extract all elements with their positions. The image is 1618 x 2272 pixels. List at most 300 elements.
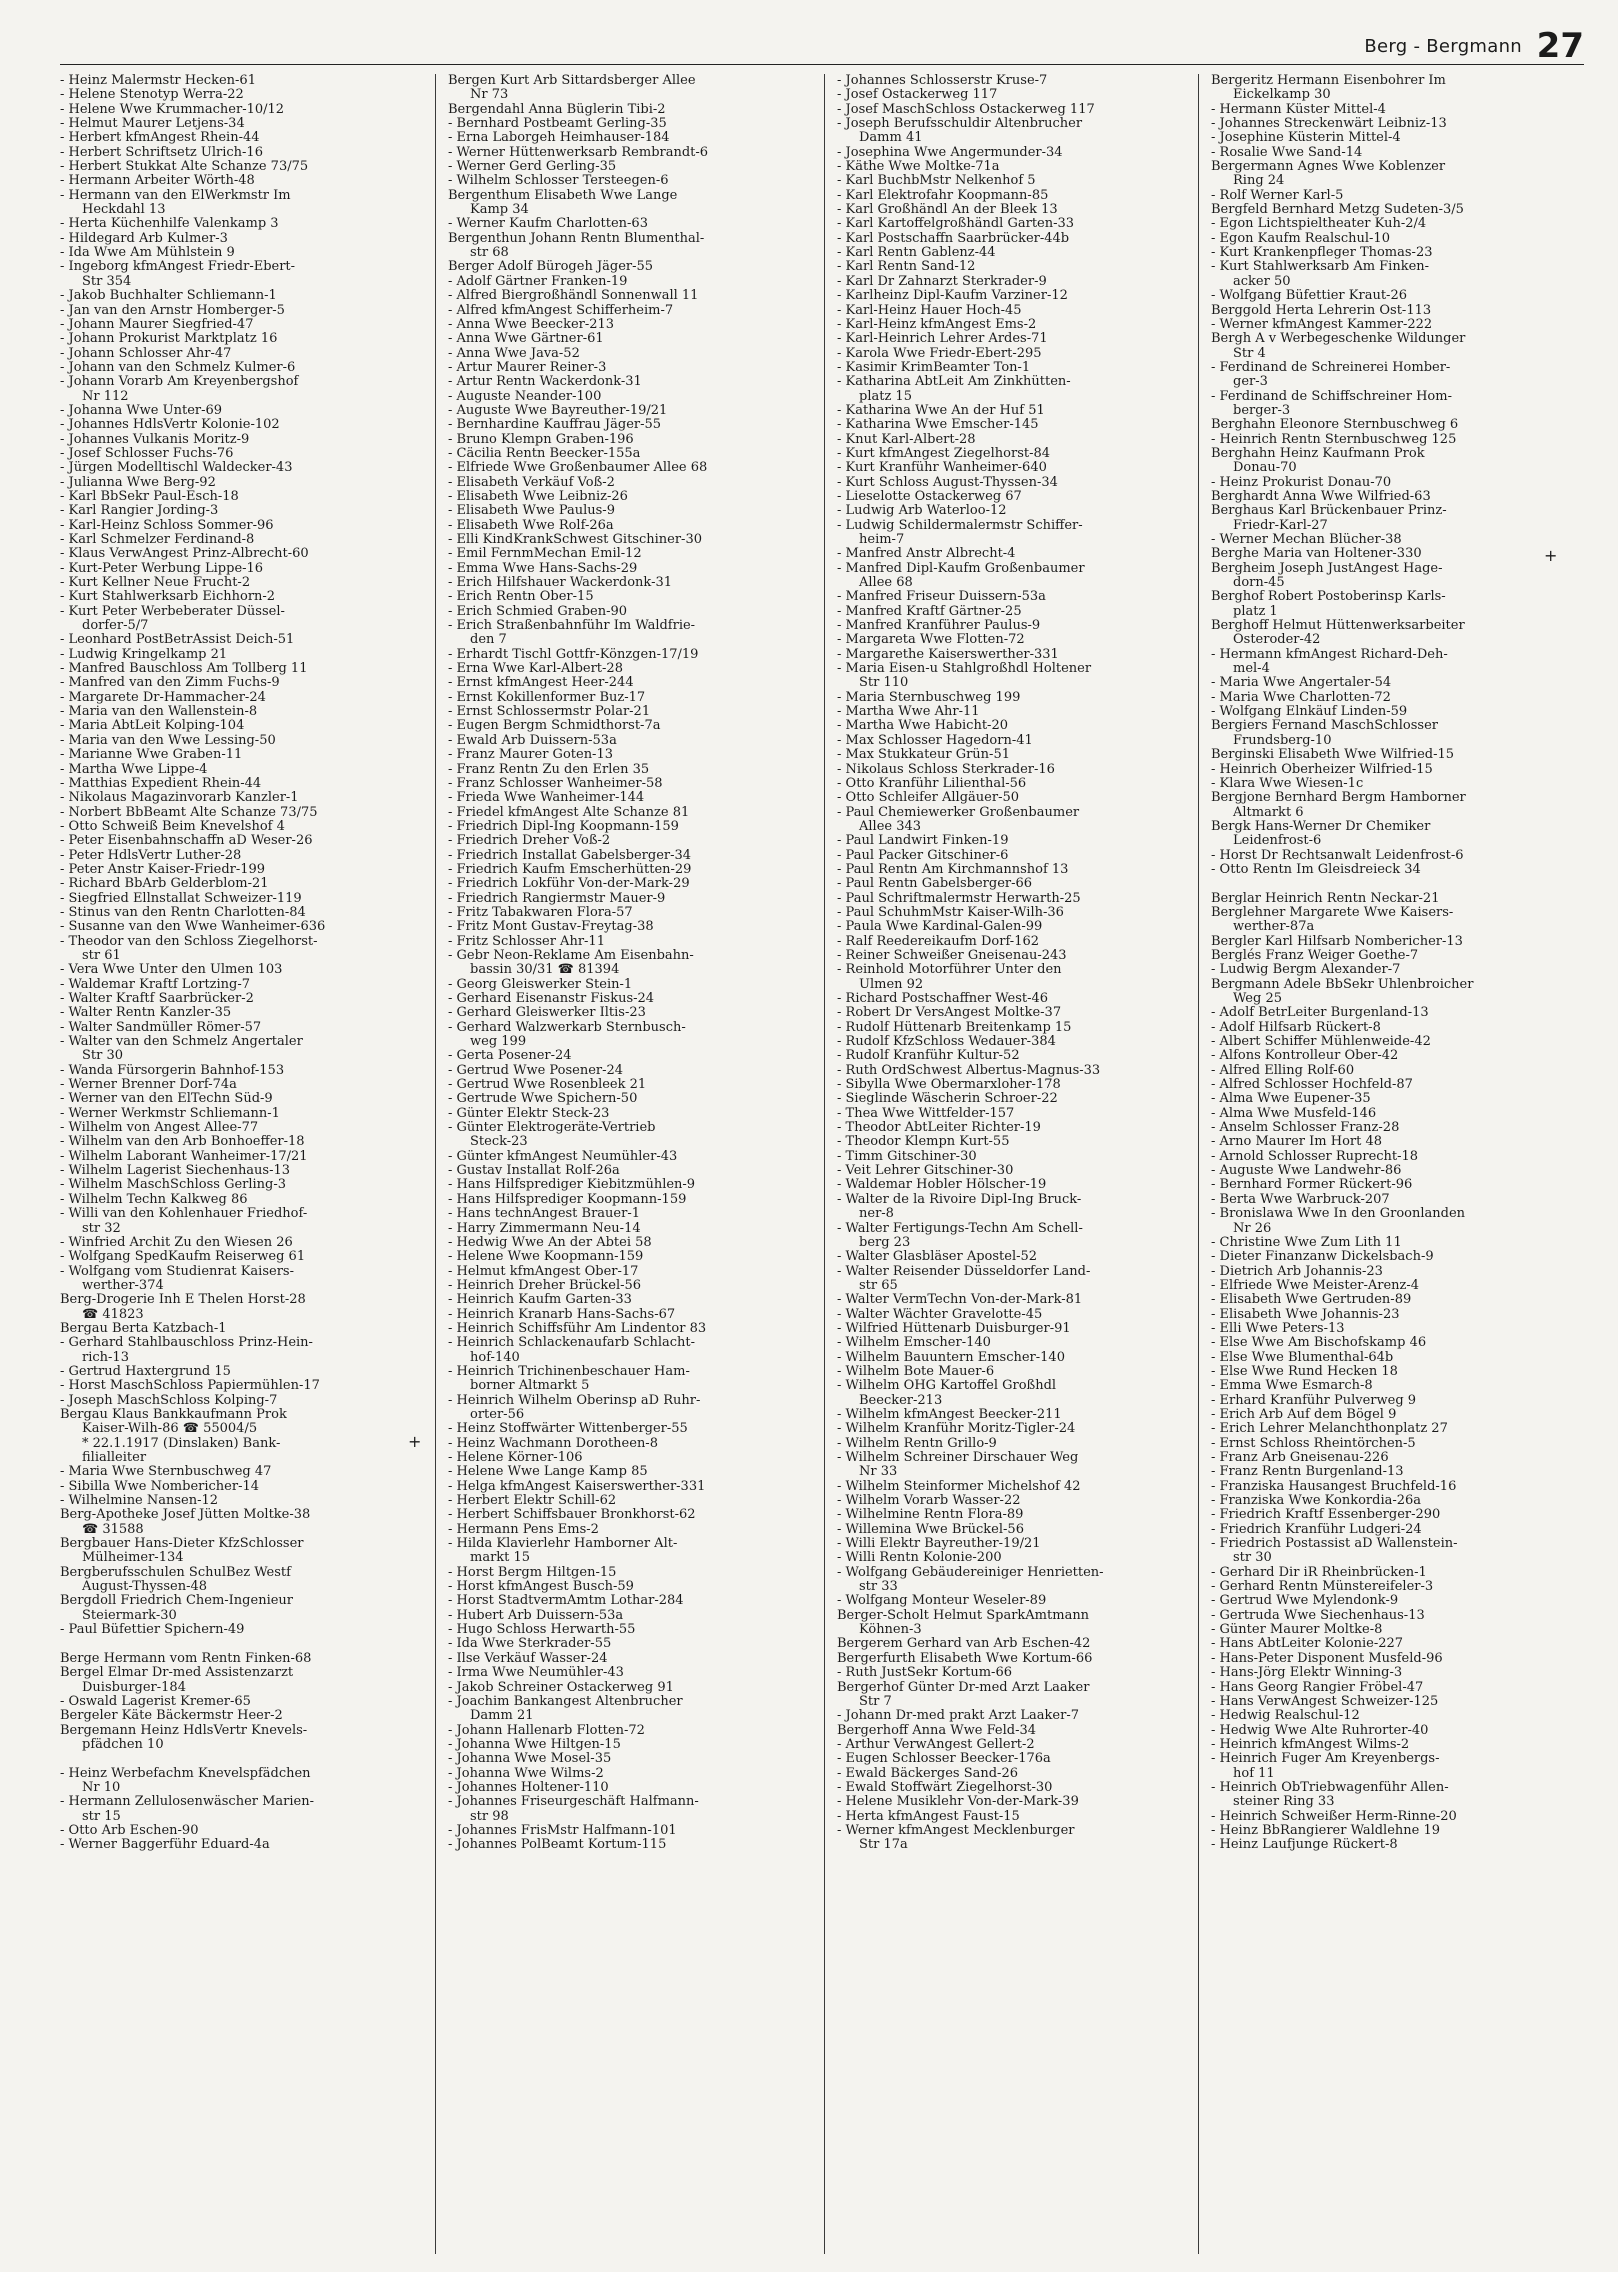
entry-continuation: Allee 343 bbox=[859, 818, 922, 834]
directory-entry: - Frieda Wwe Wanheimer-144 bbox=[448, 791, 810, 805]
directory-entry: - Else Wwe Am Bischofskamp 46 bbox=[1211, 1336, 1573, 1350]
directory-entry: - Heinrich Schiffsführ Am Lindentor 83 bbox=[448, 1322, 810, 1336]
entry-continuation: Osteroder-42 bbox=[1233, 632, 1321, 648]
directory-entry: - Karl Rentn Sand-12 bbox=[837, 260, 1199, 274]
directory-entry: - Maria van den Wallenstein-8 bbox=[60, 705, 422, 719]
directory-entry-head: Berglar Heinrich Rentn Neckar-21 bbox=[1211, 890, 1440, 906]
directory-entry: - Kurt kfmAngest Ziegelhorst-84 bbox=[837, 447, 1199, 461]
directory-entry: - Johann Vorarb Am Kreyenbergshof bbox=[60, 375, 422, 389]
directory-entry: - Herta Küchenhilfe Valenkamp 3 bbox=[60, 217, 422, 231]
directory-entry: - Wilhelm Techn Kalkweg 86 bbox=[60, 1193, 422, 1207]
directory-entry: - Friedrich Installat Gabelsberger-34 bbox=[448, 849, 810, 863]
directory-entry-head: Berghahn Eleonore Sternbuschweg 6 bbox=[1211, 417, 1459, 433]
directory-entry: - Berta Wwe Warbruck-207 bbox=[1211, 1193, 1573, 1207]
entry-continuation: filialleiter bbox=[82, 1450, 147, 1465]
directory-entry: - Walter Rentn Kanzler-35 bbox=[60, 1006, 422, 1020]
directory-entry: - Horst StadtvermAmtm Lothar-284 bbox=[448, 1594, 810, 1608]
column-1 bbox=[60, 74, 422, 2254]
directory-entry: - Joseph Berufsschuldir Altenbrucher bbox=[837, 117, 1199, 131]
directory-entry: - Hermann Arbeiter Wörth-48 bbox=[60, 174, 422, 188]
directory-entry: - Gerta Posener-24 bbox=[448, 1049, 810, 1063]
directory-entry: - Ludwig Schildermalermstr Schiffer- bbox=[837, 519, 1199, 533]
directory-entry: - Otto Rentn Im Gleisdreieck 34 bbox=[1211, 863, 1573, 877]
directory-entry: - Wilhelm Schreiner Dirschauer Weg bbox=[837, 1451, 1199, 1465]
entry-continuation: str 68 bbox=[470, 245, 509, 261]
directory-entry-head: Bergen Kurt Arb Sittardsberger Allee bbox=[448, 74, 696, 88]
directory-entry: - Dietrich Arb Johannis-23 bbox=[1211, 1265, 1573, 1279]
directory-entry: - Erich Hilfshauer Wackerdonk-31 bbox=[448, 576, 810, 590]
directory-entry: - Karl Dr Zahnarzt Sterkrader-9 bbox=[837, 275, 1199, 289]
directory-entry: - Ernst Schloss Rheintörchen-5 bbox=[1211, 1437, 1573, 1451]
directory-entry: - Wolfgang vom Studienrat Kaisers- bbox=[60, 1265, 422, 1279]
directory-entry: - Ferdinand de Schiffschreiner Hom- bbox=[1211, 390, 1573, 404]
directory-entry: - Siegfried Ellnstallat Schweizer-119 bbox=[60, 892, 422, 906]
directory-entry: - Adolf Gärtner Franken-19 bbox=[448, 275, 810, 289]
directory-entry: - Hilda Klavierlehr Hamborner Alt- bbox=[448, 1537, 810, 1551]
directory-entry: - Maria van den Wwe Lessing-50 bbox=[60, 734, 422, 748]
directory-entry: - Erhardt Tischl Gottfr-Könzgen-17/19 bbox=[448, 648, 810, 662]
directory-entry: - Katharina AbtLeit Am Zinkhütten- bbox=[837, 375, 1199, 389]
directory-entry: - Gerhard Gleiswerker Iltis-23 bbox=[448, 1006, 810, 1020]
directory-entry: - Martha Wwe Habicht-20 bbox=[837, 719, 1199, 733]
entry-continuation: ☎ 31588 bbox=[82, 1521, 144, 1537]
directory-entry: - Paul Landwirt Finken-19 bbox=[837, 834, 1199, 848]
directory-entry: - Waldemar Hobler Hölscher-19 bbox=[837, 1178, 1199, 1192]
directory-entry: - Paul Chemiewerker Großenbaumer bbox=[837, 806, 1199, 820]
directory-entry: - Friedrich Dreher Voß-2 bbox=[448, 834, 810, 848]
directory-entry: - Hermann Küster Mittel-4 bbox=[1211, 103, 1573, 117]
directory-entry: - Johann van den Schmelz Kulmer-6 bbox=[60, 361, 422, 375]
directory-entry: - Gerhard Dir iR Rheinbrücken-1 bbox=[1211, 1566, 1573, 1580]
directory-entry: - Elisabeth Verkäuf Voß-2 bbox=[448, 476, 810, 490]
directory-entry: - Alfred kfmAngest Schifferheim-7 bbox=[448, 304, 810, 318]
directory-entry: - Rudolf Kranführ Kultur-52 bbox=[837, 1049, 1199, 1063]
entry-continuation: dorfer-5/7 bbox=[82, 618, 149, 634]
directory-entry: - Heinrich Schlackenaufarb Schlacht- bbox=[448, 1336, 810, 1350]
directory-entry: - Wilhelm MaschSchloss Gerling-3 bbox=[60, 1178, 422, 1192]
directory-entry: - Heinrich Kaufm Garten-33 bbox=[448, 1293, 810, 1307]
directory-entry: - Gebr Neon-Reklame Am Eisenbahn- bbox=[448, 949, 810, 963]
directory-entry: - Gertrud Wwe Posener-24 bbox=[448, 1064, 810, 1078]
entry-continuation: Friedr-Karl-27 bbox=[1233, 517, 1328, 533]
directory-entry: - Peter Eisenbahnschaffn aD Weser-26 bbox=[60, 834, 422, 848]
directory-entry: - Willi Rentn Kolonie-200 bbox=[837, 1551, 1199, 1565]
entry-continuation: Steck-23 bbox=[470, 1134, 528, 1150]
directory-entry: - Werner van den ElTechn Süd-9 bbox=[60, 1092, 422, 1106]
directory-entry-head: Berghaus Karl Brückenbauer Prinz- bbox=[1211, 503, 1447, 519]
directory-entry: - Gustav Installat Rolf-26a bbox=[448, 1164, 810, 1178]
entry-continuation: Köhnen-3 bbox=[859, 1622, 922, 1638]
directory-entry: - Wolfgang Gebäudereiniger Henrietten- bbox=[837, 1566, 1199, 1580]
directory-entry: - Johannes FrisMstr Halfmann-101 bbox=[448, 1824, 810, 1838]
running-title: Berg - Bergmann bbox=[1364, 36, 1522, 57]
directory-entry: - Katharina Wwe Emscher-145 bbox=[837, 418, 1199, 432]
column-divider bbox=[435, 74, 436, 2254]
directory-entry: - Erna Laborgeh Heimhauser-184 bbox=[448, 131, 810, 145]
directory-entry: - Paul SchuhmMstr Kaiser-Wilh-36 bbox=[837, 906, 1199, 920]
directory-entry: - Jakob Buchhalter Schliemann-1 bbox=[60, 289, 422, 303]
entry-continuation: ner-8 bbox=[859, 1206, 894, 1222]
directory-entry: - Heinrich Schweißer Herm-Rinne-20 bbox=[1211, 1810, 1573, 1824]
directory-entry: - Jan van den Arnstr Homberger-5 bbox=[60, 304, 422, 318]
directory-entry: - Hugo Schloss Herwarth-55 bbox=[448, 1623, 810, 1637]
directory-entry: - Kurt Peter Werbeberater Düssel- bbox=[60, 605, 422, 619]
entry-continuation: Nr 73 bbox=[470, 87, 509, 103]
directory-entry: - Karl Postschaffn Saarbrücker-44b bbox=[837, 232, 1199, 246]
directory-entry: - Eugen Bergm Schmidthorst-7a bbox=[448, 719, 810, 733]
entry-continuation: Ring 24 bbox=[1233, 173, 1285, 189]
directory-entry: - Heinz Malermstr Hecken-61 bbox=[60, 74, 422, 88]
directory-entry-head: Berghof Robert Postoberinsp Karls- bbox=[1211, 589, 1446, 605]
directory-entry: - Heinrich Trichinenbeschauer Ham- bbox=[448, 1365, 810, 1379]
entry-continuation: borner Altmarkt 5 bbox=[470, 1378, 590, 1394]
entry-continuation: bassin 30/31 ☎ 81394 bbox=[470, 962, 620, 978]
directory-entry: - Karl-Heinz kfmAngest Ems-2 bbox=[837, 318, 1199, 332]
directory-entry: - Klaus VerwAngest Prinz-Albrecht-60 bbox=[60, 547, 422, 561]
entry-continuation: Donau-70 bbox=[1233, 460, 1297, 476]
directory-entry: - Heinz Wachmann Dorotheen-8 bbox=[448, 1437, 810, 1451]
directory-entry: - Artur Maurer Reiner-3 bbox=[448, 361, 810, 375]
directory-entry: - Wolfgang Büfettier Kraut-26 bbox=[1211, 289, 1573, 303]
directory-entry: - Paul Rentn Gabelsberger-66 bbox=[837, 877, 1199, 891]
directory-entry: - Werner kfmAngest Kammer-222 bbox=[1211, 318, 1573, 332]
directory-entry: - Horst kfmAngest Busch-59 bbox=[448, 1580, 810, 1594]
directory-entry: - Willi Elektr Bayreuther-19/21 bbox=[837, 1537, 1199, 1551]
directory-entry: - Lieselotte Ostackerweg 67 bbox=[837, 490, 1199, 504]
directory-entry: - Kurt Kranführ Wanheimer-640 bbox=[837, 461, 1199, 475]
directory-entry: - Karl Schmelzer Ferdinand-8 bbox=[60, 533, 422, 547]
entry-continuation: hof-140 bbox=[470, 1349, 520, 1365]
entry-continuation: Nr 33 bbox=[859, 1464, 898, 1480]
directory-entry: - Egon Lichtspieltheater Kuh-2/4 bbox=[1211, 217, 1573, 231]
directory-entry: - Adolf Hilfsarb Rückert-8 bbox=[1211, 1021, 1573, 1035]
entry-continuation: hof 11 bbox=[1233, 1765, 1275, 1781]
directory-entry: - Franz Rentn Burgenland-13 bbox=[1211, 1465, 1573, 1479]
directory-entry: - Martha Wwe Lippe-4 bbox=[60, 763, 422, 777]
directory-entry: - Knut Karl-Albert-28 bbox=[837, 433, 1199, 447]
directory-entry: - Nikolaus Magazinvorarb Kanzler-1 bbox=[60, 791, 422, 805]
directory-entry: - Eugen Schlosser Beecker-176a bbox=[837, 1752, 1199, 1766]
directory-entry: - Richard Postschaffner West-46 bbox=[837, 992, 1199, 1006]
directory-entry: - Käthe Wwe Moltke-71a bbox=[837, 160, 1199, 174]
directory-entry: - Emma Wwe Esmarch-8 bbox=[1211, 1379, 1573, 1393]
directory-entry: - Bernhard Postbeamt Gerling-35 bbox=[448, 117, 810, 131]
directory-entry: - Wilhelm OHG Kartoffel Großhdl bbox=[837, 1379, 1199, 1393]
directory-entry: - Anna Wwe Java-52 bbox=[448, 347, 810, 361]
entry-continuation: str 65 bbox=[859, 1277, 898, 1293]
directory-entry: - Emma Wwe Hans-Sachs-29 bbox=[448, 562, 810, 576]
directory-entry-head: Bergheim Joseph JustAngest Hage- bbox=[1211, 560, 1443, 576]
directory-entry-head: Bergerhof Günter Dr-med Arzt Laaker bbox=[837, 1679, 1090, 1695]
directory-entry-head: Berghahn Heinz Kaufmann Prok bbox=[1211, 445, 1425, 461]
directory-entry: - Klara Wwe Wiesen-1c bbox=[1211, 777, 1573, 791]
directory-entry: - Paul Schriftmalermstr Herwarth-25 bbox=[837, 892, 1199, 906]
directory-entry: - Heinz Prokurist Donau-70 bbox=[1211, 476, 1573, 490]
directory-entry: - Wolfgang Elnkäuf Linden-59 bbox=[1211, 705, 1573, 719]
directory-entry: - Martha Wwe Ahr-11 bbox=[837, 705, 1199, 719]
directory-entry: - Herbert Schriftsetz Ulrich-16 bbox=[60, 146, 422, 160]
directory-entry: - Sieglinde Wäscherin Schroer-22 bbox=[837, 1092, 1199, 1106]
directory-entry: - Herbert Schiffsbauer Bronkhorst-62 bbox=[448, 1508, 810, 1522]
directory-entry: - Ilse Verkäuf Wasser-24 bbox=[448, 1652, 810, 1666]
directory-entry: - Günter Maurer Moltke-8 bbox=[1211, 1623, 1573, 1637]
directory-entry: - Elisabeth Wwe Leibniz-26 bbox=[448, 490, 810, 504]
entry-continuation: str 15 bbox=[82, 1808, 121, 1824]
directory-entry: - Maria Wwe Angertaler-54 bbox=[1211, 676, 1573, 690]
directory-entry: - Wilhelmine Rentn Flora-89 bbox=[837, 1508, 1199, 1522]
directory-entry: - Jürgen Modelltischl Waldecker-43 bbox=[60, 461, 422, 475]
directory-entry: - Elisabeth Wwe Paulus-9 bbox=[448, 504, 810, 518]
entry-continuation: Beecker-213 bbox=[859, 1392, 943, 1408]
directory-entry: - Thea Wwe Wittfelder-157 bbox=[837, 1107, 1199, 1121]
directory-entry: - Margareta Wwe Flotten-72 bbox=[837, 633, 1199, 647]
directory-entry-head: Bergemann Heinz HdlsVertr Knevels- bbox=[60, 1722, 308, 1738]
directory-entry: - Karl Elektrofahr Koopmann-85 bbox=[837, 189, 1199, 203]
directory-entry: - Hermann Pens Ems-2 bbox=[448, 1523, 810, 1537]
directory-entry: - Horst Bergm Hiltgen-15 bbox=[448, 1566, 810, 1580]
directory-entry: - Elfriede Wwe Großenbaumer Allee 68 bbox=[448, 461, 810, 475]
directory-entry: - Johannes HdlsVertr Kolonie-102 bbox=[60, 418, 422, 432]
page-number: 27 bbox=[1536, 26, 1584, 66]
directory-entry: - Wilhelm Rentn Grillo-9 bbox=[837, 1437, 1199, 1451]
directory-entry: - Rolf Werner Karl-5 bbox=[1211, 189, 1573, 203]
directory-entry: - Auguste Neander-100 bbox=[448, 390, 810, 404]
entry-continuation: Str 110 bbox=[859, 675, 909, 691]
directory-entry: - Egon Kaufm Realschul-10 bbox=[1211, 232, 1573, 246]
directory-entry-head: Berghardt Anna Wwe Wilfried-63 bbox=[1211, 488, 1431, 504]
directory-entry: - Ewald Stoffwärt Ziegelhorst-30 bbox=[837, 1781, 1199, 1795]
directory-entry: - Gertrude Wwe Spichern-50 bbox=[448, 1092, 810, 1106]
entry-continuation: Nr 10 bbox=[82, 1779, 121, 1795]
directory-entry: - Auguste Wwe Landwehr-86 bbox=[1211, 1164, 1573, 1178]
directory-entry: - Theodor van den Schloss Ziegelhorst- bbox=[60, 935, 422, 949]
directory-entry: - Vera Wwe Unter den Ulmen 103 bbox=[60, 963, 422, 977]
directory-entry-head: Bergdoll Friedrich Chem-Ingenieur bbox=[60, 1593, 294, 1609]
directory-entry: - Johannes Vulkanis Moritz-9 bbox=[60, 433, 422, 447]
entry-continuation: Nr 112 bbox=[82, 388, 129, 404]
directory-entry: - Paul Rentn Am Kirchmannshof 13 bbox=[837, 863, 1199, 877]
entry-continuation: * 22.1.1917 (Dinslaken) Bank- bbox=[82, 1435, 281, 1451]
entry-continuation: werther-374 bbox=[82, 1277, 164, 1293]
directory-entry: - Bronislawa Wwe In den Groonlanden bbox=[1211, 1207, 1573, 1221]
entry-continuation: Str 30 bbox=[82, 1048, 124, 1064]
directory-entry: - Josephine Küsterin Mittel-4 bbox=[1211, 131, 1573, 145]
directory-entry: - Alma Wwe Musfeld-146 bbox=[1211, 1107, 1573, 1121]
entry-continuation: platz 1 bbox=[1233, 603, 1278, 619]
directory-entry: - Helene Körner-106 bbox=[448, 1451, 810, 1465]
directory-entry-head: Berglés Franz Weiger Goethe-7 bbox=[1211, 947, 1419, 963]
directory-entry: - Heinrich Fuger Am Kreyenbergs- bbox=[1211, 1752, 1573, 1766]
directory-entry: - Johanna Wwe Mosel-35 bbox=[448, 1752, 810, 1766]
entry-gap bbox=[60, 1637, 422, 1651]
directory-entry: - Herta kfmAngest Faust-15 bbox=[837, 1810, 1199, 1824]
directory-entry: - Marianne Wwe Graben-11 bbox=[60, 748, 422, 762]
entry-continuation: mel-4 bbox=[1233, 661, 1270, 677]
directory-entry: - Helmut Maurer Letjens-34 bbox=[60, 117, 422, 131]
directory-entry: - Bernhard Former Rückert-96 bbox=[1211, 1178, 1573, 1192]
column-divider bbox=[1198, 74, 1199, 2254]
directory-entry: - Werner Baggerführ Eduard-4a bbox=[60, 1838, 422, 1852]
directory-entry-head: Bergerhoff Anna Wwe Feld-34 bbox=[837, 1722, 1037, 1738]
directory-entry: - Gertrud Wwe Rosenbleek 21 bbox=[448, 1078, 810, 1092]
directory-entry: - Paul Büfettier Spichern-49 bbox=[60, 1623, 422, 1637]
directory-entry: - Elli KindKrankSchwest Gitschiner-30 bbox=[448, 533, 810, 547]
directory-entry: - Artur Rentn Wackerdonk-31 bbox=[448, 375, 810, 389]
entry-continuation: Duisburger-184 bbox=[82, 1679, 186, 1695]
directory-entry: - Max Stukkateur Grün-51 bbox=[837, 748, 1199, 762]
directory-entry: - Wilhelm Kranführ Moritz-Tigler-24 bbox=[837, 1422, 1199, 1436]
entry-continuation: str 30 bbox=[1233, 1550, 1272, 1566]
directory-entry: - Theodor AbtLeiter Richter-19 bbox=[837, 1121, 1199, 1135]
directory-entry: - Werner Kaufm Charlotten-63 bbox=[448, 217, 810, 231]
directory-entry: - Karl Rangier Jording-3 bbox=[60, 504, 422, 518]
directory-entry: - Walter Kraftf Saarbrücker-2 bbox=[60, 992, 422, 1006]
directory-entry: - Hermann van den ElWerkmstr Im bbox=[60, 189, 422, 203]
directory-entry: - Werner kfmAngest Mecklenburger bbox=[837, 1824, 1199, 1838]
directory-entry: - Emil FernmMechan Emil-12 bbox=[448, 547, 810, 561]
directory-entry: - Heinrich Rentn Sternbuschweg 125 bbox=[1211, 433, 1573, 447]
directory-entry: - Heinz Stoffwärter Wittenberger-55 bbox=[448, 1422, 810, 1436]
directory-entry-head: Bergler Karl Hilfsarb Nombericher-13 bbox=[1211, 933, 1463, 949]
directory-entry-head: Bergeritz Hermann Eisenbohrer Im bbox=[1211, 74, 1446, 88]
directory-entry: - Gertrud Wwe Mylendonk-9 bbox=[1211, 1594, 1573, 1608]
entry-continuation: Kaiser-Wilh-86 ☎ 55004/5 bbox=[82, 1421, 258, 1437]
directory-entry: - Reinhold Motorführer Unter den bbox=[837, 963, 1199, 977]
directory-entry-head: Bergmann Adele BbSekr Uhlenbroicher bbox=[1211, 976, 1474, 992]
directory-entry: - Wanda Fürsorgerin Bahnhof-153 bbox=[60, 1064, 422, 1078]
directory-entry: - Oswald Lagerist Kremer-65 bbox=[60, 1695, 422, 1709]
directory-entry: - Ernst Kokillenformer Buz-17 bbox=[448, 691, 810, 705]
entry-continuation: Damm 41 bbox=[859, 130, 923, 146]
directory-entry: - Maria Wwe Sternbuschweg 47 bbox=[60, 1465, 422, 1479]
directory-columns bbox=[60, 74, 1582, 2254]
directory-entry: - Helene Wwe Koopmann-159 bbox=[448, 1250, 810, 1264]
directory-entry-head: Berger-Scholt Helmut SparkAmtmann bbox=[837, 1607, 1090, 1623]
directory-entry: - Heinz Laufjunge Rückert-8 bbox=[1211, 1838, 1573, 1852]
directory-entry: - Susanne van den Wwe Wanheimer-636 bbox=[60, 920, 422, 934]
entry-continuation: werther-87a bbox=[1233, 919, 1315, 935]
directory-entry: - Karl Großhändl An der Bleek 13 bbox=[837, 203, 1199, 217]
directory-entry: - Helmut kfmAngest Ober-17 bbox=[448, 1265, 810, 1279]
directory-entry-head: Bergbauer Hans-Dieter KfzSchlosser bbox=[60, 1536, 304, 1552]
directory-entry: - Alfred Schlosser Hochfeld-87 bbox=[1211, 1078, 1573, 1092]
directory-entry: - Josef Schlosser Fuchs-76 bbox=[60, 447, 422, 461]
directory-entry-head: Berghe Maria van Holtener-330 bbox=[1211, 546, 1422, 562]
directory-entry-head: Berg-Drogerie Inh E Thelen Horst-28 bbox=[60, 1292, 306, 1308]
directory-entry: - Arno Maurer Im Hort 48 bbox=[1211, 1135, 1573, 1149]
entry-continuation: rich-13 bbox=[82, 1349, 129, 1365]
directory-entry: - Matthias Expedient Rhein-44 bbox=[60, 777, 422, 791]
directory-entry-head: Bergberufsschulen SchulBez Westf bbox=[60, 1564, 291, 1580]
directory-entry-head: Bergau Berta Katzbach-1 bbox=[60, 1320, 227, 1336]
directory-entry-head: Bergk Hans-Werner Dr Chemiker bbox=[1211, 818, 1431, 834]
directory-entry: - Maria Eisen-u Stahlgroßhdl Holtener bbox=[837, 662, 1199, 676]
entry-continuation: ☎ 41823 bbox=[82, 1306, 144, 1322]
directory-entry: - Walter de la Rivoire Dipl-Ing Bruck- bbox=[837, 1193, 1199, 1207]
directory-entry: - Karl-Heinrich Lehrer Ardes-71 bbox=[837, 332, 1199, 346]
directory-entry: - Heinrich Kranarb Hans-Sachs-67 bbox=[448, 1308, 810, 1322]
directory-entry: - Ida Wwe Sterkrader-55 bbox=[448, 1637, 810, 1651]
directory-entry: - Kurt Schloss August-Thyssen-34 bbox=[837, 476, 1199, 490]
directory-entry: - Josephina Wwe Angermunder-34 bbox=[837, 146, 1199, 160]
directory-entry: - Max Schlosser Hagedorn-41 bbox=[837, 734, 1199, 748]
column-4 bbox=[1211, 74, 1573, 2254]
entry-continuation: heim-7 bbox=[859, 532, 905, 547]
entry-continuation: Str 354 bbox=[82, 273, 132, 289]
directory-entry: - Heinrich Oberheizer Wilfried-15 bbox=[1211, 763, 1573, 777]
directory-entry: - Karl-Heinz Schloss Sommer-96 bbox=[60, 519, 422, 533]
directory-entry: - Johannes Schlosserstr Kruse-7 bbox=[837, 74, 1199, 88]
directory-entry: - Kasimir KrimBeamter Ton-1 bbox=[837, 361, 1199, 375]
directory-entry: - Erich Straßenbahnführ Im Waldfrie- bbox=[448, 619, 810, 633]
directory-entry: - Friedrich Kranführ Ludgeri-24 bbox=[1211, 1523, 1573, 1537]
directory-entry: - Maria Wwe Charlotten-72 bbox=[1211, 691, 1573, 705]
directory-entry: - Heinrich Wilhelm Oberinsp aD Ruhr- bbox=[448, 1394, 810, 1408]
directory-entry-head: Berghoff Helmut Hüttenwerksarbeiter bbox=[1211, 618, 1465, 634]
directory-entry: - Hans Georg Rangier Fröbel-47 bbox=[1211, 1681, 1573, 1695]
directory-entry-head: Bergel Elmar Dr-med Assistenzarzt bbox=[60, 1665, 294, 1681]
directory-entry: - Adolf BetrLeiter Burgenland-13 bbox=[1211, 1006, 1573, 1020]
directory-entry: - Kurt Stahlwerksarb Eichhorn-2 bbox=[60, 590, 422, 604]
directory-entry: - Arthur VerwAngest Gellert-2 bbox=[837, 1738, 1199, 1752]
directory-entry: - Manfred Kraftf Gärtner-25 bbox=[837, 605, 1199, 619]
directory-entry: - Reiner Schweißer Gneisenau-243 bbox=[837, 949, 1199, 963]
directory-entry: - Maria AbtLeit Kolping-104 bbox=[60, 719, 422, 733]
directory-entry: - Ludwig Arb Waterloo-12 bbox=[837, 504, 1199, 518]
directory-entry: - Friedrich Postassist aD Wallenstein- bbox=[1211, 1537, 1573, 1551]
directory-entry: - Else Wwe Blumenthal-64b bbox=[1211, 1351, 1573, 1365]
directory-entry: - Anna Wwe Gärtner-61 bbox=[448, 332, 810, 346]
directory-entry: - Gerhard Stahlbauschloss Prinz-Hein- bbox=[60, 1336, 422, 1350]
directory-entry: - Franz Rentn Zu den Erlen 35 bbox=[448, 763, 810, 777]
directory-entry: - Rudolf Hüttenarb Breitenkamp 15 bbox=[837, 1021, 1199, 1035]
directory-entry: - Erich Schmied Graben-90 bbox=[448, 605, 810, 619]
directory-entry: - Heinz Werbefachm Knevelspfädchen bbox=[60, 1767, 422, 1781]
directory-entry-head: Berger Adolf Bürogeh Jäger-55 bbox=[448, 259, 654, 275]
directory-entry: - Fritz Tabakwaren Flora-57 bbox=[448, 906, 810, 920]
directory-entry: - Hans Hilfsprediger Kiebitzmühlen-9 bbox=[448, 1178, 810, 1192]
directory-entry: - Friedrich Lokführ Von-der-Mark-29 bbox=[448, 877, 810, 891]
directory-entry: - Ewald Arb Duissern-53a bbox=[448, 734, 810, 748]
directory-entry: - Heinrich ObTriebwagenführ Allen- bbox=[1211, 1781, 1573, 1795]
directory-entry: - Werner Hüttenwerksarb Rembrandt-6 bbox=[448, 146, 810, 160]
directory-entry: - Elfriede Wwe Meister-Arenz-4 bbox=[1211, 1279, 1573, 1293]
directory-entry: - Günter Elektr Steck-23 bbox=[448, 1107, 810, 1121]
directory-entry: - Wilhelm Steinformer Michelshof 42 bbox=[837, 1480, 1199, 1494]
directory-entry: - Nikolaus Schloss Sterkrader-16 bbox=[837, 763, 1199, 777]
directory-entry: - Ruth JustSekr Kortum-66 bbox=[837, 1666, 1199, 1680]
directory-entry: - Horst Dr Rechtsanwalt Leidenfrost-6 bbox=[1211, 849, 1573, 863]
directory-entry: - Karl-Heinz Hauer Hoch-45 bbox=[837, 304, 1199, 318]
directory-entry: - Hubert Arb Duissern-53a bbox=[448, 1609, 810, 1623]
directory-entry: - Josef Ostackerweg 117 bbox=[837, 88, 1199, 102]
entry-continuation: acker 50 bbox=[1233, 273, 1291, 289]
directory-entry-head: Bergerem Gerhard van Arb Eschen-42 bbox=[837, 1636, 1091, 1652]
directory-entry: - Elisabeth Wwe Rolf-26a bbox=[448, 519, 810, 533]
directory-entry: - Johanna Wwe Hiltgen-15 bbox=[448, 1738, 810, 1752]
directory-entry: - Manfred van den Zimm Fuchs-9 bbox=[60, 676, 422, 690]
directory-entry: - Robert Dr VersAngest Moltke-37 bbox=[837, 1006, 1199, 1020]
directory-entry: - Helene Wwe Lange Kamp 85 bbox=[448, 1465, 810, 1479]
entry-continuation: Str 4 bbox=[1233, 345, 1266, 361]
directory-entry: - Johann Prokurist Marktplatz 16 bbox=[60, 332, 422, 346]
directory-entry: - Kurt-Peter Werbung Lippe-16 bbox=[60, 562, 422, 576]
directory-entry-head: Berggold Herta Lehrerin Ost-113 bbox=[1211, 302, 1432, 318]
directory-entry: - Ida Wwe Am Mühlstein 9 bbox=[60, 246, 422, 260]
entry-continuation: Kamp 34 bbox=[470, 202, 529, 218]
directory-entry-head: Berg-Apotheke Josef Jütten Moltke-38 bbox=[60, 1507, 311, 1523]
directory-entry: - Karl BuchbMstr Nelkenhof 5 bbox=[837, 174, 1199, 188]
